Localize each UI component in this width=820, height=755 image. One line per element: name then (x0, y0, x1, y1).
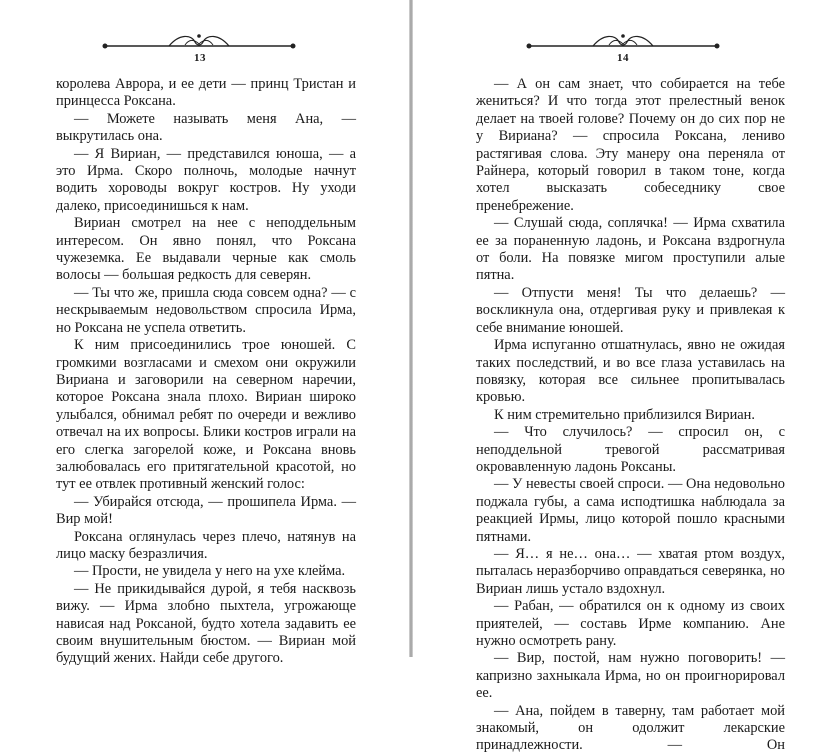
page-text-right (476, 76, 785, 755)
paragraph: — Отпусти меня! Ты что делаешь? — воскликнула она, отдергивая руку и привлекая к себе внимание юношей. (476, 284, 785, 336)
paragraph: — Слушай сюда, соплячка! — Ирма схватила ее за пораненную ладонь, и Роксана вздрогнула от боли. На повязке мигом проступили алые пятна. (476, 215, 785, 284)
paragraph: — Прости, не увидела у него на ухе клейма. (74, 563, 346, 580)
paragraph: — Не прикидывайся дурой, я тебя насквозь вижу. — Ирма злобно пыхтела, угрожающе нависая над Роксаной, будто хотела задавить ее своим внушительным бюстом. — Вириан мой будущий жених. Найди себе другого. (56, 580, 356, 667)
paragraph: — А он сам знает, что собирается на тебе жениться? И что тогда этот прелестный венок делает на твоей голове? Почему он до сих пор не у Вириана? — спросила Роксана, лениво растягивая слова. Эту манеру она переняла от Райнера, который говорил в таком тоне, когда хотел высказать собеседнику свое пренебрежение. (476, 76, 785, 214)
paragraph: — Ты что же, пришла сюда совсем одна? — с нескрываемым недовольством спросила Ирма, но Роксана не успела ответить. (56, 284, 356, 336)
paragraph: — Ана, пойдем в таверну, там работает мой знакомый, он одолжит лекарские принадлежности. — Он (476, 702, 785, 754)
page-number: 13 (194, 52, 206, 64)
right-page (413, 0, 820, 754)
paragraph: — Что случилось? — спросил он, с неподдельной тревогой рассматривая окровавленную ладонь Роксаны. (476, 424, 785, 475)
paragraph: Роксана оглянулась через плечо, натянув на лицо маску безразличия. (56, 528, 356, 562)
page-number: 14 (617, 52, 629, 64)
paragraph: К ним стремительно приблизился Вириан. (494, 406, 755, 423)
paragraph: Ирма испуганно отшатнулась, явно не ожидая таких последствий, и во все глаза уставилась на повязку, которая все сильнее пропитывалась кровью. (476, 337, 785, 406)
left-page (0, 0, 409, 667)
paragraph: — Убирайся отсюда, — прошипела Ирма. — Вир мой! (56, 493, 356, 528)
paragraph: — У невесты своей спроси. — Она недовольно поджала губы, а сама исподтишка наблюдала за реакцией Ирмы, лицо которой пошло красными пятнами. (476, 476, 785, 545)
header-ornament-icon (523, 30, 723, 54)
paragraph: Вириан смотрел на нее с неподдельным интересом. Он явно понял, что Роксана чужеземка. Ее выдавали черные как смоль волосы — большая редкость для северян. (56, 215, 356, 284)
paragraph: — Можете называть меня Ана, — выкрутилась она. (56, 110, 356, 145)
page-text-left (56, 76, 356, 668)
paragraph: — Я Вириан, — представился юноша, — а это Ирма. Скоро полночь, молодые начнут водить хороводы вокруг костров. Ну уходи далеко, присоединишься к нам. (56, 145, 356, 214)
paragraph: королева Аврора, и ее дети — принц Тристан и принцесса Роксана. (56, 76, 356, 110)
paragraph: — Вир, постой, нам нужно поговорить! — капризно захныкала Ирма, но он проигнорировал ее. (476, 650, 785, 702)
paragraph: К ним присоединились трое юношей. С громкими возгласами и смехом они окружили Вириана и заговорили на северном наречии, которое Роксана знала плохо. Вириан широко улыбался, обнимал ребят по очереди и вежливо отвечал на их вопросы. Блики костров играли на его слегка загорелой коже, и Роксана вновь залюбовалась его притягательной красотой, но тут ее отвлек противный женский голос: (56, 337, 356, 493)
paragraph: — Я… я не… она… — хватая ртом воздух, пыталась неразборчиво оправдаться северянка, но Вириан лишь устало вздохнул. (476, 545, 785, 597)
header-ornament-icon (99, 30, 299, 54)
paragraph: — Рабан, — обратился он к одному из своих приятелей, — составь Ирме компанию. Ане нужно осмотреть рану. (476, 598, 785, 649)
